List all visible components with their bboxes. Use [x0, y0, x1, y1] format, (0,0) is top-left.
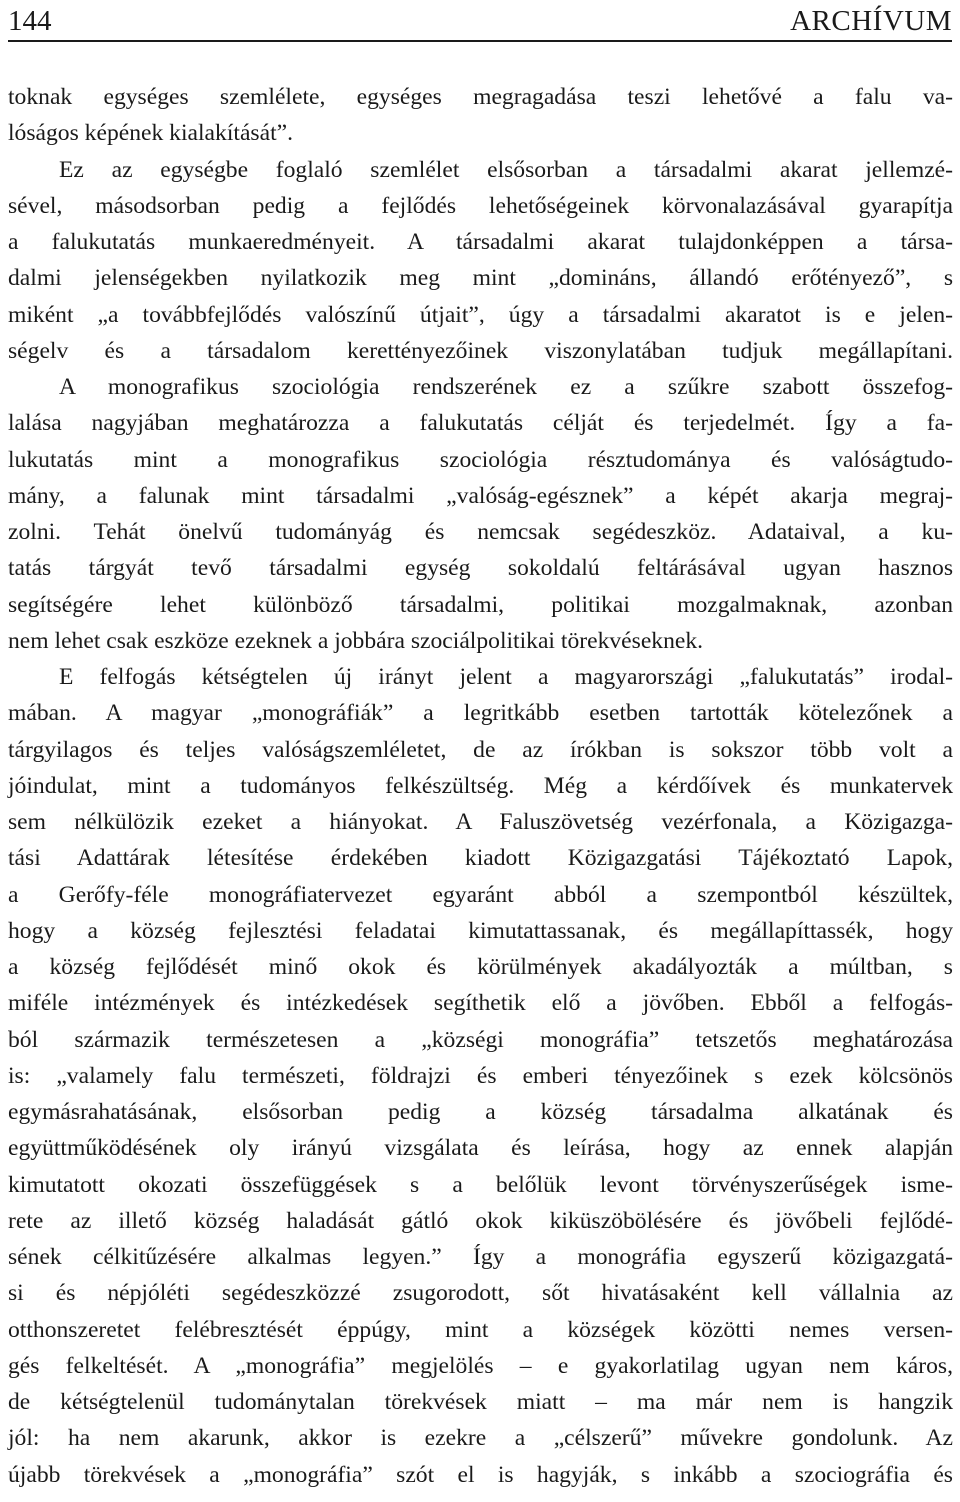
- text-line: dalmi jelenségekben nyilatkozik meg mint „domináns, állandó erőtényező”, s: [8, 265, 953, 292]
- text-line: mában. A magyar „monográfiák” a legritkább esetben tartották kötelezőnek a: [8, 700, 953, 727]
- text-line: együttműködésének oly irányú vizsgálata és leírása, hogy az ennek alapján: [8, 1135, 953, 1162]
- text-line: lóságos képének kialakítását”.: [8, 120, 293, 147]
- text-line: jóindulat, mint a tudományos felkészültség. Még a kérdőívek és munkatervek: [8, 772, 953, 799]
- text-line: ségelv és a társadalom kerettényezőinek viszonylatában tudjuk megállapítani.: [8, 337, 953, 364]
- text-line: zolni. Tehát önelvű tudományág és nemcsak segédeszköz. Adataival, a ku-: [8, 519, 953, 545]
- text-line: sem nélkülözik ezeket a hiányokat. A Faluszövetség vezérfonala, a Közigazga-: [8, 809, 953, 835]
- text-line: A monografikus szociológia rendszerének ez a szűkre szabott összefog-: [59, 374, 953, 400]
- text-line: hogy a község fejlesztési feladatai kimutattassanak, és megállapíttassék, hogy: [8, 917, 953, 944]
- text-line: lalása nagyjában meghatározza a falukutatás célját és terjedelmét. Így a fa-: [8, 410, 953, 437]
- text-line: jól: ha nem akarunk, akkor is ezekre a „célszerű” művekre gondolunk. Az: [8, 1425, 953, 1452]
- body-text: [8, 79, 953, 1493]
- text-line: tárgyilagos és teljes valóságszemléletet, de az írókban is sokszor több volt a: [8, 736, 953, 763]
- text-line: E felfogás kétségtelen új irányt jelent a magyarországi „falukutatás” irodal-: [59, 664, 953, 690]
- text-line: Ez az egységbe foglaló szemlélet elsősorban a társadalmi akarat jellemzé-: [59, 156, 953, 183]
- text-line: miféle intézmények és intézkedések segíthetik elő a jövőben. Ebből a felfogás-: [8, 990, 953, 1017]
- running-head: ARCHÍVUM: [790, 5, 952, 37]
- text-line: is: „valamely falu természeti, földrajzi és emberi tényezőinek s ezek kölcsönös: [8, 1062, 953, 1089]
- text-line: kimutatott okozati összefüggések s a belőlük levont törvényszerűségek isme-: [8, 1171, 953, 1198]
- text-line: de kétségtelenül tudománytalan törekvések miatt – ma már nem is hangzik: [8, 1389, 953, 1415]
- text-line: tási Adattárak létesítése érdekében kiadott Közigazgatási Tájékoztató Lapok,: [8, 845, 953, 872]
- text-line: segítségére lehet különböző társadalmi, politikai mozgalmaknak, azonban: [8, 591, 953, 618]
- text-line: újabb törekvések a „monográfia” szót el is hagyják, s inkább a szociográfia és: [8, 1461, 953, 1488]
- text-line: otthonszeretet felébresztését éppúgy, mint a községek közötti nemes versen-: [8, 1316, 953, 1343]
- text-line: ból származik természetesen a „községi monográfia” tetszetős meghatározása: [8, 1026, 953, 1053]
- text-line: tatás tárgyát tevő társadalmi egység sokoldalú feltárásával ugyan hasznos: [8, 555, 953, 582]
- text-line: mány, a falunak mint társadalmi „valóság-egésznek” a képét akarja megraj-: [8, 482, 953, 509]
- text-line: sének célkitűzésére alkalmas legyen.” Így a monográfia egyszerű közigazgatá-: [8, 1244, 953, 1270]
- text-line: a község fejlődését minő okok és körülmények akadályozták a múltban, s: [8, 954, 953, 980]
- text-line: a falukutatás munkaeredményeit. A társadalmi akarat tulajdonképpen a társa-: [8, 229, 953, 255]
- text-line: miként „a továbbfejlődés valószínű útjait”, úgy a társadalmi akaratot is e jelen-: [8, 301, 953, 328]
- page-header: [8, 2, 952, 42]
- text-line: lukutatás mint a monografikus szociológia résztudománya és valóságtudo-: [8, 446, 953, 473]
- page-number: 144: [8, 5, 52, 37]
- text-line: si és népjóléti segédeszközzé zsugorodott, sőt hivatásaként kell vállalnia az: [8, 1280, 953, 1307]
- text-line: gés felkeltését. A „monográfia” megjelölés – e gyakorlatilag ugyan nem káros,: [8, 1352, 953, 1379]
- text-line: nem lehet csak eszköze ezeknek a jobbára szociálpolitikai törekvéseknek.: [8, 627, 704, 654]
- text-line: toknak egységes szemlélete, egységes megragadása teszi lehetővé a falu va-: [8, 84, 953, 110]
- text-line: sével, másodsorban pedig a fejlődés lehetőségeinek körvonalazásával gyarapítja: [8, 192, 953, 219]
- text-line: egymásrahatásának, elsősorban pedig a község társadalma alkatának és: [8, 1099, 953, 1125]
- text-line: a Gerőfy-féle monográfiatervezet egyaránt abból a szempontból készültek,: [8, 881, 953, 908]
- text-line: rete az illető község haladását gátló okok kiküszöbölésére és jövőbeli fejlődé-: [8, 1207, 953, 1234]
